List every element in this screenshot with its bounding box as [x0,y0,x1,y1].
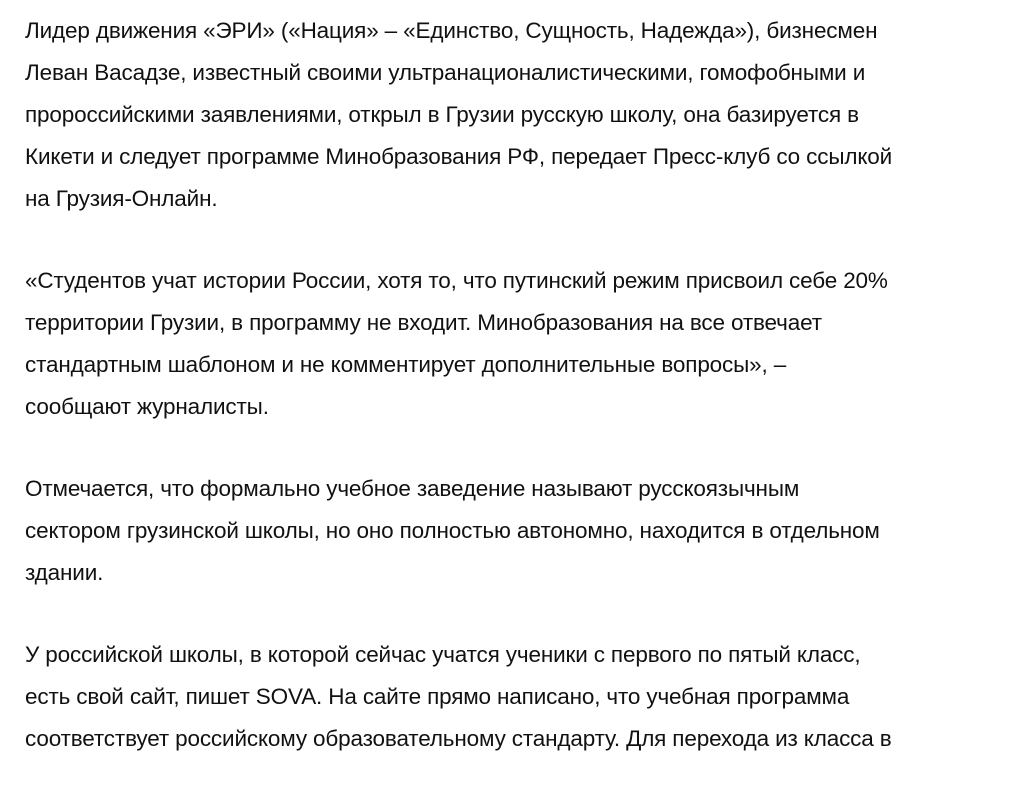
text-line: У российской школы, в которой сейчас учатся ученики с первого по пятый класс, [25,642,861,667]
text-line: Леван Васадзе, известный своими ультранационалистическими, гомофобными и [25,60,866,85]
text-line: соответствует российскому образовательному стандарту. Для перехода из класса в [25,726,892,751]
paragraph [25,260,1005,428]
text-line: «Студентов учат истории России, хотя то, что путинский режим присвоил себе 20% [25,268,888,293]
text-line: Лидер движения «ЭРИ» («Нация» – «Единство, Сущность, Надежда»), бизнесмен [25,18,878,43]
paragraph [25,468,1005,594]
text-line: территории Грузии, в программу не входит. Минобразования на все отвечает [25,310,822,335]
text-line: сектором грузинской школы, но оно полностью автономно, находится в отдельном [25,518,880,543]
text-line: Кикети и следует программе Минобразования РФ, передает Пресс-клуб со ссылкой [25,144,893,169]
paragraph [25,634,1005,760]
text-line: на Грузия-Онлайн. [25,186,218,211]
text-line: есть свой сайт, пишет SOVA. На сайте прямо написано, что учебная программа [25,684,850,709]
paragraph [25,10,1005,220]
article-body [25,10,1005,800]
text-line: стандартным шаблоном и не комментирует дополнительные вопросы», – [25,352,787,377]
text-line: пророссийскими заявлениями, открыл в Грузии русскую школу, она базируется в [25,102,859,127]
text-line: здании. [25,560,104,585]
text-line: Отмечается, что формально учебное заведение называют русскоязычным [25,476,800,501]
text-line: сообщают журналисты. [25,394,269,419]
